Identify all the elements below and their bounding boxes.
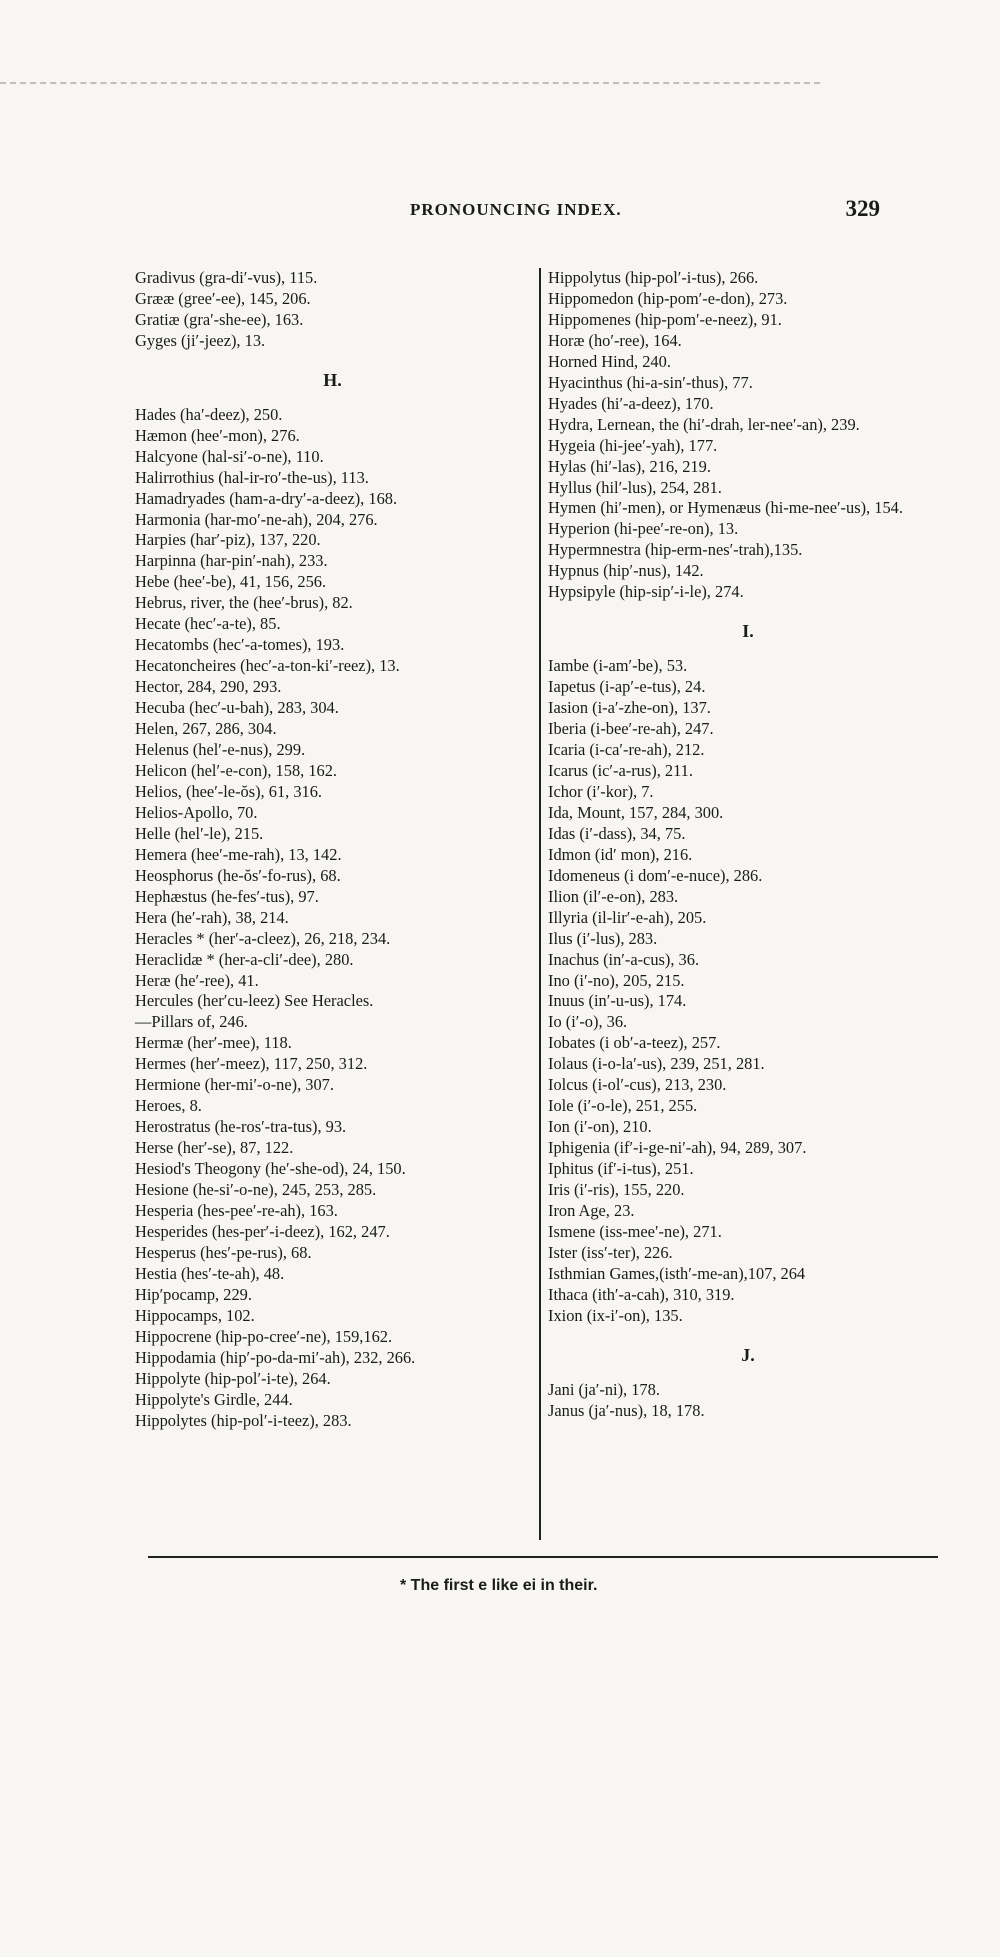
index-entry: Halirrothius (hal-ir-ro′-the-us), 113. [135,467,369,487]
index-entry: Hades (ha′-deez), 250. [135,404,283,424]
index-entry: Ichor (i′-kor), 7. [548,781,654,801]
index-entry: Heræ (he′-ree), 41. [135,970,259,990]
index-entry: Hesione (he-si′-o-ne), 245, 253, 285. [135,1180,377,1200]
section-letter: J. [741,1344,755,1365]
index-entry: Herse (her′-se), 87, 122. [135,1138,294,1158]
index-entry: Ismene (iss-mee′-ne), 271. [548,1221,722,1241]
index-entry: Hesperides (hes-per′-i-deez), 162, 247. [135,1221,390,1241]
index-entry: Icarus (ic′-a-rus), 211. [548,760,693,780]
index-entry: Ilion (il′-e-on), 283. [548,886,679,906]
index-entry: Ixion (ix-i′-on), 135. [548,1305,683,1325]
index-entry: Gyges (ji′-jeez), 13. [135,330,266,350]
section-letter: I. [742,621,754,642]
index-entry: Hesperus (hes′-pe-rus), 68. [135,1242,312,1262]
index-entry: Hip′pocamp, 229. [135,1284,252,1304]
index-entry: Gratiæ (gra′-she-ee), 163. [135,309,304,329]
index-entry: Herostratus (he-ros′-tra-tus), 93. [135,1117,347,1137]
index-entry: Iolcus (i-ol′-cus), 213, 230. [548,1075,727,1095]
index-entry: Hercules (her′cu-leez) See Heracles. [135,991,374,1011]
index-entry: Illyria (il-lir′-e-ah), 205. [548,907,707,927]
index-entry: Hippolyte (hip-pol′-i-te), 264. [135,1368,331,1388]
index-entry: Ister (iss′-ter), 226. [548,1242,673,1262]
index-entry: Hamadryades (ham-a-dry′-a-deez), 168. [135,488,398,508]
index-entry: Hippodamia (hip′-po-da-mi′-ah), 232, 266. [135,1347,416,1367]
index-entry: Hesperia (hes-pee′-re-ah), 163. [135,1200,338,1220]
index-entry: Jani (ja′-ni), 178. [548,1379,660,1399]
index-entry: Ino (i′-no), 205, 215. [548,970,685,990]
index-entry: Helios-Apollo, 70. [135,802,258,822]
index-entry: Hyllus (hil′-lus), 254, 281. [548,477,722,497]
index-entry: Heracles * (her′-a-cleez), 26, 218, 234. [135,928,391,948]
index-entry: Inuus (in′-u-us), 174. [548,991,687,1011]
index-entry: Heosphorus (he-ŏs′-fo-rus), 68. [135,865,341,885]
index-entry: Iapetus (i-ap′-e-tus), 24. [548,677,706,697]
index-entry: Io (i′-o), 36. [548,1012,628,1032]
index-entry: Ida, Mount, 157, 284, 300. [548,802,724,822]
index-entry: Gradivus (gra-di′-vus), 115. [135,268,318,287]
index-entry: Idomeneus (i dom′-e-nuce), 286. [548,865,763,885]
section-letter: H. [323,369,342,390]
index-entry: Horned Hind, 240. [548,351,671,371]
index-entry: Hecatombs (hec′-a-tomes), 193. [135,635,345,655]
index-entry: Inachus (in′-a-cus), 36. [548,949,700,969]
index-entry: Hæmon (hee′-mon), 276. [135,425,300,445]
index-entry: Hecate (hec′-a-te), 85. [135,614,281,634]
index-entry: Harpinna (har-pin′-nah), 233. [135,551,328,571]
index-entry: Idas (i′-dass), 34, 75. [548,823,686,843]
index-entry: Hyperion (hi-pee′-re-on), 13. [548,519,739,539]
index-entry: Hephæstus (he-fes′-tus), 97. [135,886,319,906]
index-entry: Hippolytus (hip-pol′-i-tus), 266. [548,268,759,287]
index-entry: Hygeia (hi-jee′-yah), 177. [548,435,718,455]
index-entry: Hera (he′-rah), 38, 214. [135,907,289,927]
index-entry: Helicon (hel′-e-con), 158, 162. [135,760,338,780]
index-entry: Hippomenes (hip-pom′-e-neez), 91. [548,309,782,329]
index-entry: Iris (i′-ris), 155, 220. [548,1180,685,1200]
index-column-right [548,268,948,1422]
index-entry: Helenus (hel′-e-nus), 299. [135,740,306,760]
index-entry: Idmon (id′ mon), 216. [548,844,693,864]
page-header [130,196,900,226]
index-entry: Heraclidæ * (her-a-cli′-dee), 280. [135,949,354,969]
index-entry: Horæ (ho′-ree), 164. [548,330,682,350]
index-entry: Iberia (i-bee′-re-ah), 247. [548,719,714,739]
index-entry: Iphitus (if′-i-tus), 251. [548,1159,694,1179]
index-entry: Heroes, 8. [135,1096,202,1116]
index-entry: Hesiod's Theogony (he′-she-od), 24, 150. [135,1159,406,1179]
index-entry: Hippomedon (hip-pom′-e-don), 273. [548,288,788,308]
index-entry: Iron Age, 23. [548,1200,635,1220]
index-entry: Ion (i′-on), 210. [548,1117,652,1137]
index-entry: Iasion (i-a′-zhe-on), 137. [548,698,711,718]
index-entry: Icaria (i-ca′-re-ah), 212. [548,740,705,760]
footnote: * The first e like ei in their. [400,1577,598,1594]
footnote-rule [148,1556,938,1558]
index-entry: Hecatoncheires (hec′-a-ton-ki′-reez), 13. [135,656,400,676]
index-entry: Ithaca (ith′-a-cah), 310, 319. [548,1284,735,1304]
index-entry: Hylas (hi′-las), 216, 219. [548,456,711,476]
index-entry: Iobates (i ob′-a-teez), 257. [548,1033,721,1053]
index-entry: Isthmian Games,(isth′-me-an),107, 264 [548,1263,806,1283]
index-entry: Iolaus (i-o-la′-us), 239, 251, 281. [548,1054,765,1074]
index-entry: Iole (i′-o-le), 251, 255. [548,1096,698,1116]
index-entry: Helios, (hee′-le-ŏs), 61, 316. [135,781,323,801]
index-entry: Hyacinthus (hi-a-sin′-thus), 77. [548,372,753,392]
index-entry: Hestia (hes′-te-ah), 48. [135,1263,285,1283]
index-entry: Hermes (her′-meez), 117, 250, 312. [135,1054,368,1074]
index-entry: Helen, 267, 286, 304. [135,719,277,739]
index-entry: Hemera (hee′-me-rah), 13, 142. [135,844,342,864]
index-entry: Iambe (i-am′-be), 53. [548,656,688,676]
index-entry: Halcyone (hal-si′-o-ne), 110. [135,446,324,466]
index-entry: Hippocrene (hip-po-cree′-ne), 159,162. [135,1326,393,1346]
index-entry: Helle (hel′-le), 215. [135,823,264,843]
index-entry: Hymen (hi′-men), or Hymenæus (hi-me-nee′-us), 154. [548,498,903,518]
index-entry: Hypermnestra (hip-erm-nes′-trah),135. [548,540,803,560]
index-entry: Grææ (gree′-ee), 145, 206. [135,288,311,308]
index-entry: Hydra, Lernean, the (hi′-drah, ler-nee′-an), 239. [548,414,860,434]
page-number: 329 [845,196,880,221]
index-entry: Janus (ja′-nus), 18, 178. [548,1400,705,1420]
index-entry: Iphigenia (if′-i-ge-ni′-ah), 94, 289, 307. [548,1138,807,1158]
index-entry: Ilus (i′-lus), 283. [548,928,658,948]
index-entry: Hebrus, river, the (hee′-brus), 82. [135,593,353,613]
column-divider [539,268,541,1540]
index-column-left [135,268,530,1431]
index-entry: Hypnus (hip′-nus), 142. [548,561,704,581]
index-entry: Hermæ (her′-mee), 118. [135,1033,292,1053]
running-head: PRONOUNCING INDEX. [410,200,622,219]
index-entry: Hyades (hi′-a-deez), 170. [548,393,714,413]
index-entry: Hippolytes (hip-pol′-i-teez), 283. [135,1410,352,1430]
scan-artifact-marks [0,82,820,90]
index-entry: Hebe (hee′-be), 41, 156, 256. [135,572,327,592]
index-entry: Hector, 284, 290, 293. [135,677,282,697]
index-entry: Harmonia (har-mo′-ne-ah), 204, 276. [135,509,378,529]
index-entry: —Pillars of, 246. [135,1012,248,1032]
index-entry: Hippocamps, 102. [135,1305,255,1325]
index-entry: Hermione (her-mi′-o-ne), 307. [135,1075,334,1095]
index-entry: Hypsipyle (hip-sip′-i-le), 274. [548,582,744,602]
index-entry: Harpies (har′-piz), 137, 220. [135,530,321,550]
index-entry: Hecuba (hec′-u-bah), 283, 304. [135,698,339,718]
index-entry: Hippolyte's Girdle, 244. [135,1389,293,1409]
